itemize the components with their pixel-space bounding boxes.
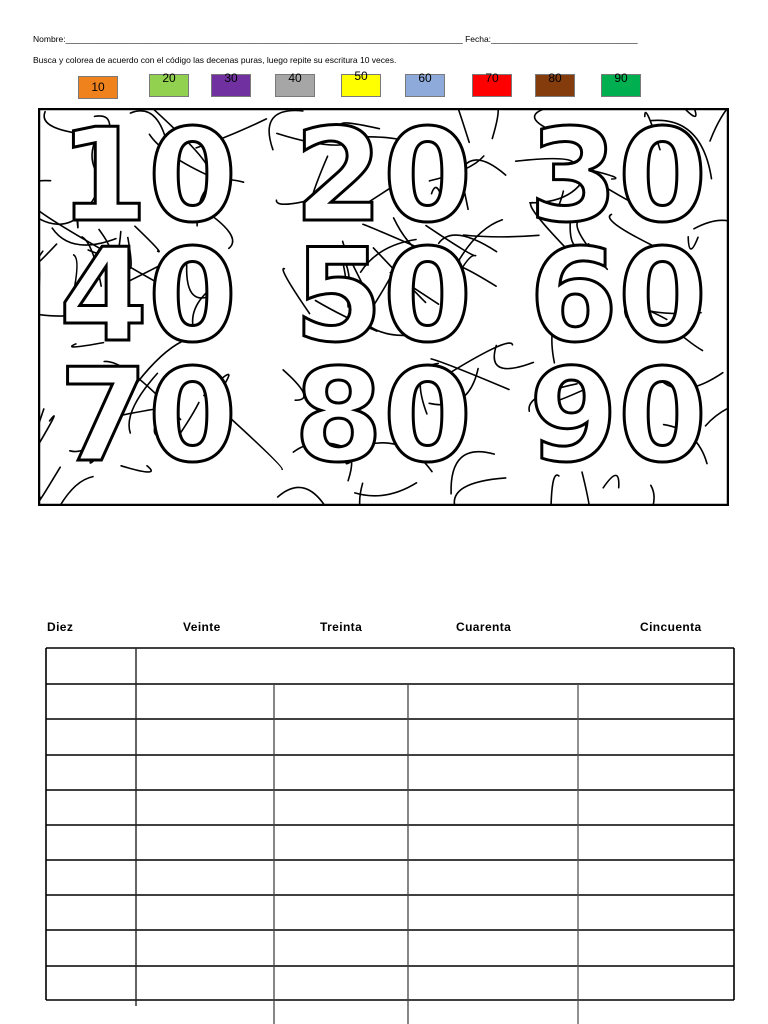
- table-cell[interactable]: [46, 930, 136, 966]
- table-cell[interactable]: [274, 895, 408, 930]
- name-label: Nombre:: [33, 34, 66, 44]
- puzzle-number-60[interactable]: 60: [528, 222, 708, 371]
- table-cell[interactable]: [136, 684, 274, 719]
- table-cell[interactable]: [274, 966, 408, 1000]
- table-cell[interactable]: [46, 895, 136, 930]
- table-cell[interactable]: [136, 930, 274, 966]
- name-field[interactable]: ____________________________________________________________________________________: [65, 34, 463, 44]
- table-cell[interactable]: [408, 930, 578, 966]
- table-cell[interactable]: [46, 825, 136, 860]
- date-field[interactable]: _______________________________: [491, 34, 638, 44]
- table-cell[interactable]: [274, 930, 408, 966]
- column-header-veinte: Veinte: [183, 620, 221, 634]
- table-cell[interactable]: [578, 719, 734, 755]
- color-by-number-puzzle[interactable]: [38, 108, 729, 506]
- table-cell[interactable]: [578, 825, 734, 860]
- table-cell[interactable]: [408, 790, 578, 825]
- color-key-label: 40: [288, 71, 302, 85]
- table-cell[interactable]: [136, 790, 274, 825]
- column-header-cuarenta: Cuarenta: [456, 620, 512, 634]
- table-cell[interactable]: [408, 719, 578, 755]
- puzzle-number-30[interactable]: 30: [528, 108, 708, 251]
- table-cell[interactable]: [274, 825, 408, 860]
- column-header-diez: Diez: [47, 620, 74, 634]
- table-cell[interactable]: [46, 719, 136, 755]
- puzzle-number-40[interactable]: 40: [58, 222, 238, 371]
- table-cell[interactable]: [274, 684, 408, 719]
- table-cell[interactable]: [136, 648, 734, 684]
- color-key-label: 50: [354, 69, 368, 83]
- date-label: Fecha:: [465, 34, 492, 44]
- table-cell[interactable]: [578, 930, 734, 966]
- table-cell[interactable]: [408, 684, 578, 719]
- table-cell[interactable]: [46, 790, 136, 825]
- color-key-label: 70: [485, 71, 499, 85]
- table-cell[interactable]: [408, 860, 578, 895]
- color-key-label: 90: [614, 71, 628, 85]
- puzzle-number-80[interactable]: 80: [293, 342, 473, 491]
- puzzle-number-20[interactable]: 20: [293, 108, 473, 251]
- table-cell[interactable]: [136, 860, 274, 895]
- puzzle-number-10[interactable]: 10: [58, 108, 238, 251]
- table-cell[interactable]: [408, 755, 578, 790]
- table-cell[interactable]: [408, 895, 578, 930]
- table-cell[interactable]: [136, 966, 274, 1000]
- table-cell[interactable]: [274, 860, 408, 895]
- puzzle-number-70[interactable]: 70: [58, 342, 238, 491]
- table-cell[interactable]: [46, 648, 136, 684]
- instructions: Busca y colorea de acuerdo con el código las decenas puras, luego repite su escritura 10 veces.: [33, 55, 397, 65]
- table-cell[interactable]: [578, 966, 734, 1000]
- table-cell[interactable]: [274, 755, 408, 790]
- table-cell[interactable]: [136, 825, 274, 860]
- table-cell[interactable]: [46, 860, 136, 895]
- table-cell[interactable]: [274, 719, 408, 755]
- table-cell[interactable]: [46, 755, 136, 790]
- color-key-label: 60: [418, 71, 432, 85]
- table-cell[interactable]: [578, 790, 734, 825]
- color-key-label: 10: [91, 80, 105, 94]
- puzzle-number-90[interactable]: 90: [528, 342, 708, 491]
- puzzle-number-50[interactable]: 50: [293, 222, 473, 371]
- table-cell[interactable]: [136, 755, 274, 790]
- table-cell[interactable]: [578, 860, 734, 895]
- table-cell[interactable]: [408, 825, 578, 860]
- color-key-label: 20: [162, 71, 176, 85]
- table-cell[interactable]: [578, 684, 734, 719]
- column-header-cincuenta: Cincuenta: [640, 620, 702, 634]
- table-cell[interactable]: [274, 790, 408, 825]
- color-key-label: 30: [224, 71, 238, 85]
- header-line: [33, 34, 638, 44]
- table-cell[interactable]: [578, 755, 734, 790]
- table-cell[interactable]: [408, 966, 578, 1000]
- table-cell[interactable]: [136, 719, 274, 755]
- table-cell[interactable]: [46, 684, 136, 719]
- table-cell[interactable]: [578, 895, 734, 930]
- table-cell[interactable]: [136, 895, 274, 930]
- table-cell[interactable]: [46, 966, 136, 1000]
- column-header-treinta: Treinta: [320, 620, 363, 634]
- color-key-label: 80: [548, 71, 562, 85]
